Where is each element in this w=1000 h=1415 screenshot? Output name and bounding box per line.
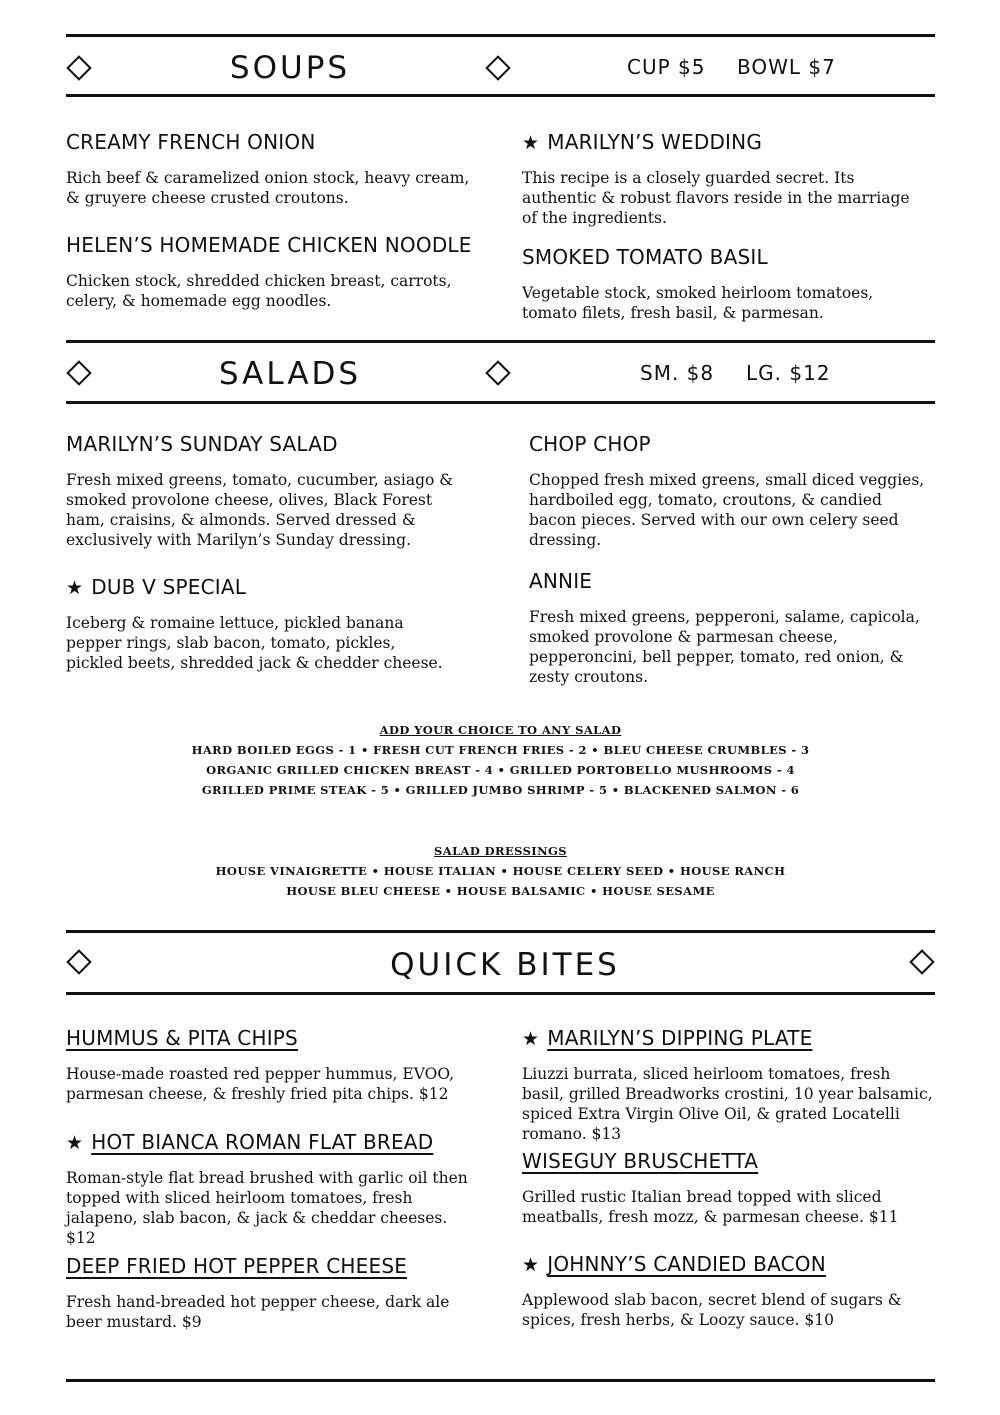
salad-dressings bbox=[66, 841, 935, 901]
diamond-icon bbox=[66, 55, 91, 80]
quick-bites-bottom-rule bbox=[66, 992, 935, 995]
dressings-line: HOUSE BLEU CHEESE • HOUSE BALSAMIC • HOUSE SESAME bbox=[286, 884, 715, 898]
menu-item bbox=[529, 432, 929, 550]
star-icon: ★ bbox=[522, 1028, 540, 1050]
diamond-icon bbox=[485, 55, 510, 80]
menu-item bbox=[522, 130, 922, 228]
menu-item bbox=[522, 1026, 934, 1144]
item-name bbox=[66, 1254, 466, 1278]
star-icon: ★ bbox=[66, 1132, 84, 1154]
menu-item bbox=[66, 1130, 478, 1248]
item-name bbox=[522, 245, 922, 269]
star-icon: ★ bbox=[522, 132, 540, 154]
quick-bites-top-rule bbox=[66, 930, 935, 933]
diamond-icon bbox=[66, 949, 91, 974]
item-name bbox=[522, 1252, 935, 1276]
item-name bbox=[66, 432, 466, 456]
item-name bbox=[66, 1026, 466, 1050]
item-name-text: DUB V SPECIAL bbox=[91, 575, 247, 599]
item-name bbox=[529, 569, 935, 593]
item-description: Chicken stock, shredded chicken breast, carrots, celery, & homemade egg noodles. bbox=[66, 272, 452, 310]
soups-bowl-price: BOWL $7 bbox=[737, 55, 836, 79]
item-name-text: DEEP FRIED HOT PEPPER CHEESE bbox=[66, 1254, 408, 1278]
item-name bbox=[522, 130, 922, 154]
salads-title: SALADS bbox=[218, 356, 362, 392]
item-description: Chopped fresh mixed greens, small diced veggies, hardboiled egg, tomato, croutons, & candied bacon pieces. Served with our own celery seed dressing. bbox=[529, 471, 925, 549]
soups-top-rule bbox=[66, 34, 935, 37]
item-name-text: HOT BIANCA ROMAN FLAT BREAD bbox=[91, 1130, 434, 1154]
item-description: Applewood slab bacon, secret blend of sugars & spices, fresh herbs, & Loozy sauce. $10 bbox=[522, 1291, 902, 1329]
menu-item bbox=[529, 569, 935, 687]
item-description: Vegetable stock, smoked heirloom tomatoes, tomato filets, fresh basil, & parmesan. bbox=[522, 284, 874, 322]
item-name-text: CREAMY FRENCH ONION bbox=[66, 130, 316, 154]
diamond-icon bbox=[485, 360, 510, 385]
salads-bottom-rule bbox=[66, 401, 935, 404]
addons-line: GRILLED PRIME STEAK - 5 • GRILLED JUMBO SHRIMP - 5 • BLACKENED SALMON - 6 bbox=[201, 783, 800, 797]
item-name-text: MARILYN’S DIPPING PLATE bbox=[547, 1026, 813, 1050]
item-name bbox=[522, 1149, 922, 1173]
item-name-text: WISEGUY BRUSCHETTA bbox=[522, 1149, 759, 1173]
menu-item bbox=[66, 1026, 466, 1104]
item-name bbox=[66, 1130, 478, 1154]
dressings-line: HOUSE VINAIGRETTE • HOUSE ITALIAN • HOUSE CELERY SEED • HOUSE RANCH bbox=[215, 864, 786, 878]
menu-item bbox=[66, 130, 486, 208]
item-description: Iceberg & romaine lettuce, pickled banana pepper rings, slab bacon, tomato, pickles, pickled beets, shredded jack & chedder cheese. bbox=[66, 614, 443, 672]
menu-item bbox=[522, 1252, 935, 1330]
soups-bottom-rule bbox=[66, 94, 935, 97]
item-description: Fresh hand-breaded hot pepper cheese, dark ale beer mustard. $9 bbox=[66, 1293, 450, 1331]
addons-line: HARD BOILED EGGS - 1 • FRESH CUT FRENCH FRIES - 2 • BLEU CHEESE CRUMBLES - 3 bbox=[191, 743, 810, 757]
salad-addons bbox=[66, 720, 935, 800]
item-name bbox=[529, 432, 929, 456]
salads-large-price: LG. $12 bbox=[746, 361, 831, 385]
item-name-text: MARILYN’S SUNDAY SALAD bbox=[66, 432, 338, 456]
menu-item bbox=[66, 432, 466, 550]
menu-item bbox=[66, 575, 456, 673]
item-name-text: JOHNNY’S CANDIED BACON bbox=[547, 1252, 826, 1276]
item-description: Fresh mixed greens, pepperoni, salame, capicola, smoked provolone & parmesan cheese, pepperoncini, bell pepper, tomato, red onion, & zesty croutons. bbox=[529, 608, 920, 686]
menu-item bbox=[66, 233, 472, 311]
soups-cup-price: CUP $5 bbox=[627, 55, 706, 79]
item-description: Liuzzi burrata, sliced heirloom tomatoes, fresh basil, grilled Breadworks crostini, 10 year balsamic, spiced Extra Virgin Olive Oil, & grated Locatelli romano. $13 bbox=[522, 1065, 933, 1143]
salads-small-price: SM. $8 bbox=[640, 361, 715, 385]
addons-line: ORGANIC GRILLED CHICKEN BREAST - 4 • GRILLED PORTOBELLO MUSHROOMS - 4 bbox=[206, 763, 795, 777]
star-icon: ★ bbox=[66, 577, 84, 599]
item-description: House-made roasted red pepper hummus, EVOO, parmesan cheese, & freshly fried pita chips. $12 bbox=[66, 1065, 455, 1103]
addons-heading: ADD YOUR CHOICE TO ANY SALAD bbox=[379, 723, 622, 737]
item-name-text: SMOKED TOMATO BASIL bbox=[522, 245, 768, 269]
item-name bbox=[66, 575, 456, 599]
item-description: This recipe is a closely guarded secret. Its authentic & robust flavors reside in the marriage of the ingredients. bbox=[522, 169, 910, 227]
diamond-icon bbox=[66, 360, 91, 385]
item-name-text: MARILYN’S WEDDING bbox=[547, 130, 763, 154]
item-name bbox=[66, 233, 472, 257]
item-name-text: HELEN’S HOMEMADE CHICKEN NOODLE bbox=[66, 233, 472, 257]
star-icon: ★ bbox=[522, 1254, 540, 1276]
item-description: Grilled rustic Italian bread topped with sliced meatballs, fresh mozz, & parmesan cheese. $11 bbox=[522, 1188, 899, 1226]
item-name-text: ANNIE bbox=[529, 569, 593, 593]
item-name-text: CHOP CHOP bbox=[529, 432, 651, 456]
item-description: Roman-style flat bread brushed with garlic oil then topped with sliced heirloom tomatoes, fresh jalapeno, slab bacon, & jack & cheddar cheeses. $12 bbox=[66, 1169, 468, 1247]
item-description: Fresh mixed greens, tomato, cucumber, asiago & smoked provolone cheese, olives, Black Forest ham, craisins, & almonds. Served dressed & exclusively with Marilyn’s Sunday dressing. bbox=[66, 471, 454, 549]
item-name-text: HUMMUS & PITA CHIPS bbox=[66, 1026, 298, 1050]
page-bottom-rule bbox=[66, 1379, 935, 1382]
salads-top-rule bbox=[66, 340, 935, 343]
item-name bbox=[522, 1026, 934, 1050]
menu-item bbox=[66, 1254, 466, 1332]
item-name bbox=[66, 130, 486, 154]
dressings-heading: SALAD DRESSINGS bbox=[434, 844, 567, 858]
menu-item bbox=[522, 245, 922, 323]
quick-bites-title: QUICK BITES bbox=[390, 947, 620, 983]
diamond-icon bbox=[909, 949, 934, 974]
menu-item bbox=[522, 1149, 922, 1227]
soups-title: SOUPS bbox=[229, 50, 351, 86]
item-description: Rich beef & caramelized onion stock, heavy cream, & gruyere cheese crusted croutons. bbox=[66, 169, 470, 207]
